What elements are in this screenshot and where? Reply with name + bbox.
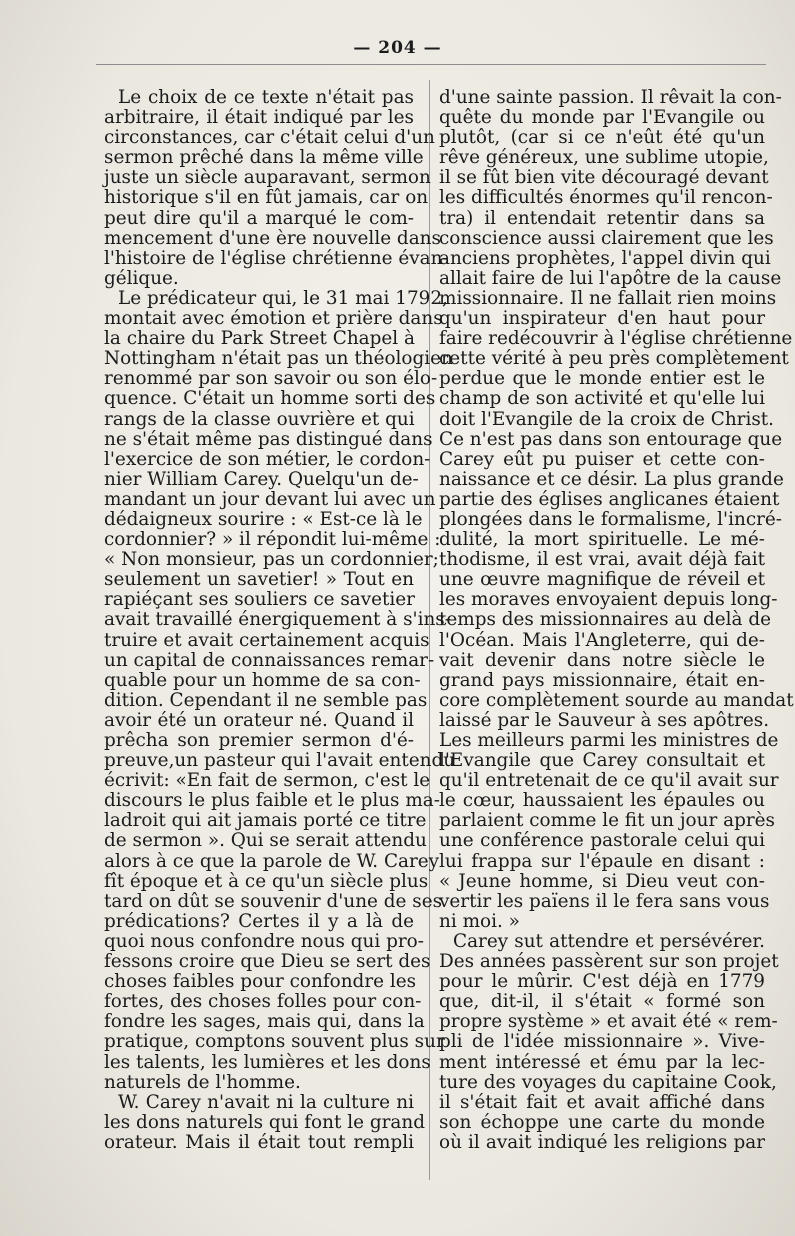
text-line: conscience aussi clairement que les: [439, 227, 774, 249]
text-line: arbitraire, il était indiqué par les: [104, 107, 414, 129]
text-line: que, dit-il, il s'était « formé son: [439, 991, 765, 1013]
text-line: dulité, la mort spirituelle. Le mé-: [439, 529, 765, 551]
text-line: plutôt, (car si ce n'eût été qu'un: [439, 127, 765, 149]
text-line: fondre les sages, mais qui, dans la: [104, 1011, 425, 1033]
text-line: sermon prêché dans la même ville: [104, 147, 424, 169]
text-line: Le prédicateur qui, le 31 mai 1792,: [118, 287, 448, 309]
text-line: truire et avait certainement acquis: [104, 629, 430, 651]
text-line: « Jeune homme, si Dieu veut con-: [439, 870, 765, 892]
text-line: Nottingham n'était pas un théologien: [104, 348, 453, 370]
text-line: parlaient comme le fit un jour après: [439, 810, 775, 832]
text-line: plongées dans le formalisme, l'incré-: [439, 508, 783, 530]
text-line: alors à ce que la parole de W. Carey: [104, 850, 440, 872]
text-line: Des années passèrent sur son projet: [439, 951, 779, 973]
text-line: vertir les païens il le fera sans vous: [439, 890, 770, 912]
left-column: [104, 87, 456, 1153]
text-line: « Non monsieur, pas un cordonnier;: [104, 549, 439, 571]
text-line: discours le plus faible et le plus ma-: [104, 790, 440, 812]
text-line: Carey eût pu puiser et cette con-: [439, 448, 765, 470]
text-line: anciens prophètes, l'appel divin qui: [439, 247, 771, 269]
text-line: champ de son activité et qu'elle lui: [439, 388, 765, 410]
text-line: les moraves envoyaient depuis long-: [439, 589, 778, 611]
text-line: l'exercice de son métier, le cordon-: [104, 448, 431, 470]
text-line: naissance et ce désir. La plus grande: [439, 468, 784, 490]
text-line: juste un siècle auparavant, sermon: [104, 167, 431, 189]
text-line: qu'un inspirateur d'en haut pour: [439, 308, 765, 330]
right-column: [439, 87, 794, 1153]
text-line: seulement un savetier! » Tout en: [104, 569, 414, 591]
text-line: renommé par son savoir ou son élo-: [104, 368, 438, 390]
text-line: ladroit qui ait jamais porté ce titre: [104, 810, 427, 832]
text-line: mencement d'une ère nouvelle dans: [104, 227, 441, 249]
text-line: rangs de la classe ouvrière et qui: [104, 408, 415, 430]
text-line: lui frappa sur l'épaule en disant :: [439, 850, 765, 872]
text-line: rêve généreux, une sublime utopie,: [439, 147, 769, 169]
text-line: Les meilleurs parmi les ministres de: [439, 730, 779, 751]
text-line: avait travaillé énergiquement à s'ins-: [104, 609, 451, 631]
text-line: d'une sainte passion. Il rêvait la con-: [439, 87, 782, 108]
text-line: l'histoire de l'église chrétienne évan-: [104, 247, 449, 269]
text-line: fessons croire que Dieu se sert des: [104, 951, 431, 973]
text-line: faire redécouvrir à l'église chrétienne: [439, 328, 793, 350]
text-line: vait devenir dans notre siècle le: [439, 649, 765, 671]
text-line: ne s'était même pas distingué dans: [104, 428, 433, 450]
text-line: W. Carey n'avait ni la culture ni: [118, 1091, 414, 1113]
text-line: Ce n'est pas dans son entourage que: [439, 428, 783, 450]
text-line: les dons naturels qui font le grand: [104, 1111, 425, 1133]
text-line: de sermon ». Qui se serait attendu: [104, 830, 427, 852]
text-line: dédaigneux sourire : « Est-ce là le: [104, 508, 423, 530]
text-line: fortes, des choses folles pour con-: [104, 991, 422, 1013]
text-line: tra) il entendait retentir dans sa: [439, 207, 765, 229]
text-line: une conférence pastorale celui qui: [439, 830, 765, 852]
text-line: les talents, les lumières et les dons: [104, 1051, 431, 1073]
text-line: orateur. Mais il était tout rempli: [104, 1131, 414, 1153]
text-line: un capital de connaissances remar-: [104, 649, 435, 671]
text-line: temps des missionnaires au delà de: [439, 609, 772, 631]
text-line: pli de l'idée missionnaire ». Vive-: [439, 1031, 765, 1053]
text-line: doit l'Evangile de la croix de Christ.: [439, 408, 775, 430]
text-line: son échoppe une carte du monde: [439, 1111, 765, 1133]
text-line: tard on dût se souvenir d'une de ses: [104, 890, 443, 912]
text-line: pratique, comptons souvent plus sur: [104, 1031, 445, 1053]
text-line: la chaire du Park Street Chapel à: [104, 328, 415, 350]
text-line: ni moi. »: [439, 910, 520, 932]
text-line: l'Evangile que Carey consultait et: [439, 750, 765, 772]
text-line: écrivit: «En fait de sermon, c'est le: [104, 770, 431, 792]
header-rule: [96, 64, 766, 65]
text-line: naturels de l'homme.: [104, 1071, 301, 1093]
text-line: Le choix de ce texte n'était pas: [118, 87, 414, 108]
text-line: choses faibles pour confondre les: [104, 971, 417, 993]
text-line: le cœur, haussaient les épaules ou: [439, 790, 765, 812]
text-line: dition. Cependant il ne semble pas: [104, 689, 428, 711]
text-line: ture des voyages du capitaine Cook,: [439, 1071, 777, 1093]
text-line: mandant un jour devant lui avec un: [104, 488, 436, 510]
page-number: — 204 —: [353, 38, 442, 58]
text-line: cette vérité à peu près complètement: [439, 348, 789, 370]
text-line: nier William Carey. Quelqu'un de-: [104, 468, 419, 490]
text-line: cordonnier? » il répondit lui-même :: [104, 529, 441, 551]
text-line: quable pour un homme de sa con-: [104, 669, 421, 691]
text-line: où il avait indiqué les religions par: [439, 1131, 765, 1153]
text-line: missionnaire. Il ne fallait rien moins: [439, 287, 777, 309]
text-line: grand pays missionnaire, était en-: [439, 669, 765, 691]
text-line: prêcha son premier sermon d'é-: [104, 730, 414, 751]
text-line: rapiéçant ses souliers ce savetier: [104, 589, 415, 611]
text-line: propre système » et avait été « rem-: [439, 1011, 778, 1033]
text-line: prédications? Certes il y a là de: [104, 910, 414, 932]
text-line: une œuvre magnifique de réveil et: [439, 569, 765, 591]
text-line: il se fût bien vite découragé devant: [439, 167, 769, 189]
text-line: gélique.: [104, 267, 179, 289]
text-line: quête du monde par l'Evangile ou: [439, 107, 765, 129]
text-line: quence. C'était un homme sorti des: [104, 388, 436, 410]
text-line: fît époque et à ce qu'un siècle plus: [104, 870, 429, 892]
text-line: allait faire de lui l'apôtre de la cause: [439, 267, 782, 289]
text-line: ment intéressé et ému par la lec-: [439, 1051, 765, 1073]
text-line: core complètement sourde au mandat: [439, 689, 794, 711]
text-line: peut dire qu'il a marqué le com-: [104, 207, 414, 229]
text-line: les difficultés énormes qu'il rencon-: [439, 187, 773, 209]
text-line: laissé par le Sauveur à ses apôtres.: [439, 709, 770, 731]
text-line: historique s'il en fût jamais, car on: [104, 187, 429, 209]
text-line: quoi nous confondre nous qui pro-: [104, 930, 424, 952]
text-line: qu'il entretenait de ce qu'il avait sur: [439, 770, 779, 792]
text-line: thodisme, il est vrai, avait déjà fait: [439, 549, 765, 571]
text-line: montait avec émotion et prière dans: [104, 308, 443, 330]
text-line: avoir été un orateur né. Quand il: [104, 709, 414, 731]
text-line: l'Océan. Mais l'Angleterre, qui de-: [439, 629, 765, 651]
text-line: partie des églises anglicanes étaient: [439, 488, 780, 510]
text-line: preuve,un pasteur qui l'avait entendu: [104, 750, 456, 772]
text-line: Carey sut attendre et persévérer.: [453, 930, 765, 952]
text-line: circonstances, car c'était celui d'un: [104, 127, 435, 149]
text-line: pour le mûrir. C'est déjà en 1779: [439, 971, 765, 993]
text-line: il s'était fait et avait affiché dans: [439, 1091, 765, 1113]
text-line: perdue que le monde entier est le: [439, 368, 765, 390]
